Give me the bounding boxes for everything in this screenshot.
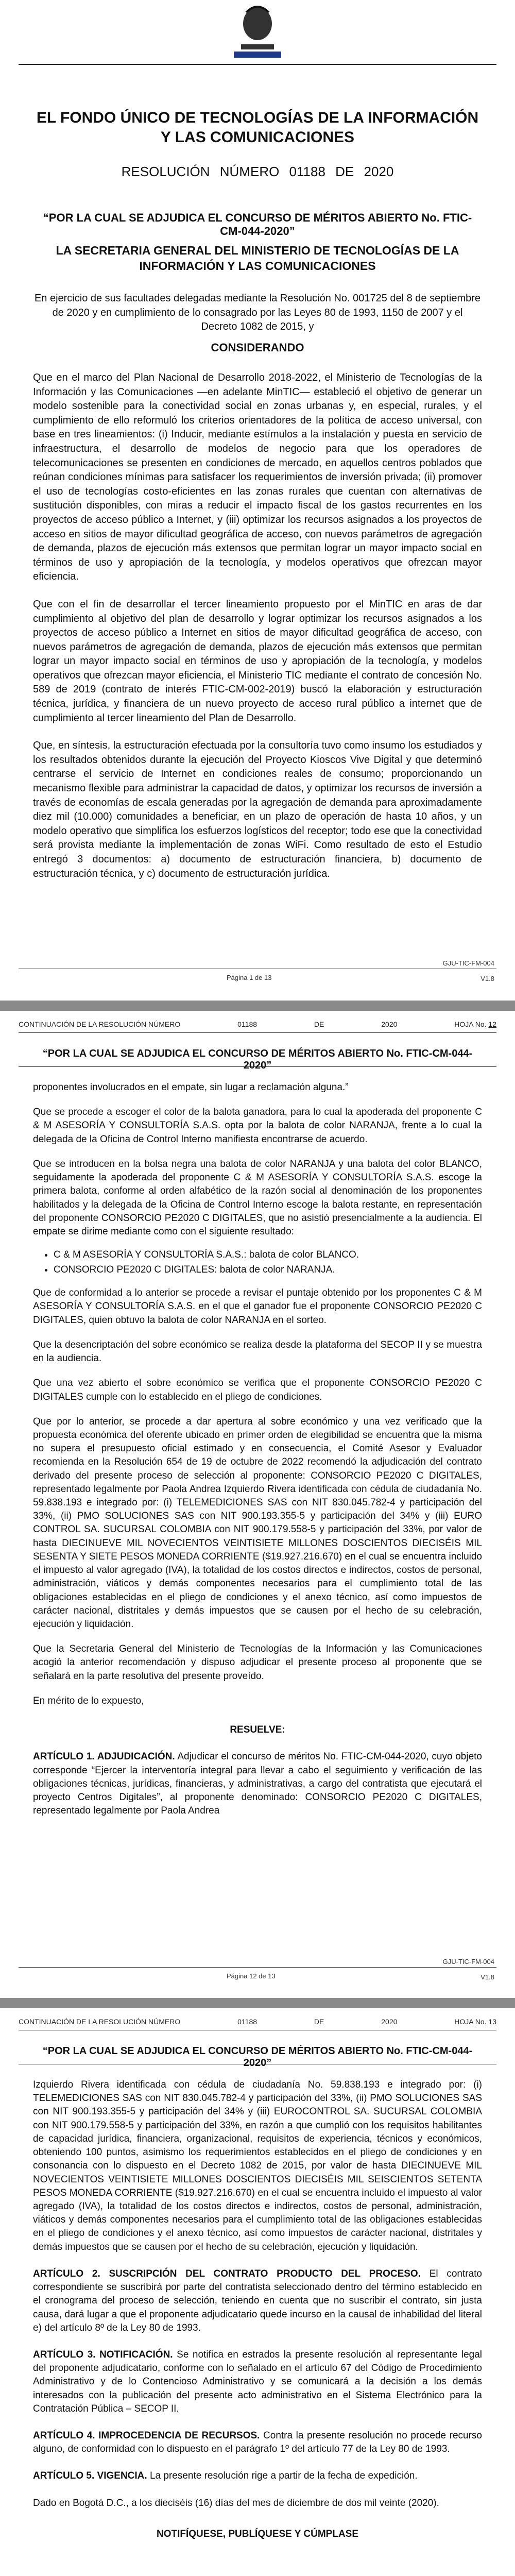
continuation-number: 01188 <box>237 2018 258 2026</box>
resolution-subject: “POR LA CUAL SE ADJUDICA EL CONCURSO DE MÉRITOS ABIERTO No. FTIC-CM-044-2020” <box>42 1048 473 1071</box>
continuation-number: 01188 <box>237 1020 258 1028</box>
document-page-2 <box>0 1011 515 1998</box>
form-version: V1.8 <box>480 1973 494 1981</box>
continuation-label: CONTINUACIÓN DE LA RESOLUCIÓN NÚMERO <box>19 2018 181 2026</box>
resolution-subject: “POR LA CUAL SE ADJUDICA EL CONCURSO DE MÉRITOS ABIERTO No. FTIC-CM-044-2020” <box>42 2045 473 2069</box>
continuation-de: DE <box>314 2018 324 2026</box>
resuelve-heading: RESUELVE: <box>230 1724 285 1736</box>
resolution-subject: “POR LA CUAL SE ADJUDICA EL CONCURSO DE MÉRITOS ABIERTO No. FTIC-CM-044-2020” <box>43 211 472 238</box>
paragraph: En mérito de lo expuesto, <box>33 1695 144 1706</box>
article-title: ARTÍCULO 3. NOTIFICACIÓN. <box>33 2349 173 2360</box>
considerando-heading: CONSIDERANDO <box>211 341 304 354</box>
article-body: El contrato correspondiente se suscribirá por parte del contratista seleccionado dentro del término establecido en el cronograma del proceso de selección, teniendo en cuenta que no suscribir el contrato, sin justa causa, dará lugar a que el proponente adjudicatario quede incurso en la causal de inhabilidad del literal e) del artículo 8º de la Ley 80 de 1993. <box>33 2268 482 2333</box>
hoja-label: HOJA No. <box>454 2018 487 2026</box>
page-label: Página 12 de 13 <box>227 1972 276 1980</box>
paragraph: Que se introducen en la bolsa negra una balota de color NARANJA y una balota del color BLANCO, seguidamente la apoderada del proponente C & M ASESORÍA Y CONSULTORÍA S.A.S. escoge la primera balota, conforme al orden alfabético de la razón social al denominación de los proponentes habilitados y la delegada de la Oficina de Control Interno escoge la balota restante, en representación del proponente CONSORCIO PE2020 C DIGITALES, que no asistió presencialmente a la audiencia. El empate se dirime mediante como con el siguiente resultado: <box>33 1158 482 1237</box>
notification-heading: NOTIFÍQUESE, PUBLÍQUESE Y CÚMPLASE <box>156 2528 359 2539</box>
issuing-authority: LA SECRETARIA GENERAL DEL MINISTERIO DE TECNOLOGÍAS DE LA INFORMACIÓN Y LAS COMUNICACIONES <box>56 244 459 273</box>
continuation-label: CONTINUACIÓN DE LA RESOLUCIÓN NÚMERO <box>19 1020 181 1028</box>
article-title: ARTÍCULO 4. IMPROCEDENCIA DE RECURSOS. <box>33 2430 260 2442</box>
hoja-number: 13 <box>488 2018 496 2026</box>
considerando-paragraph-2: Que con el fin de desarrollar el tercer lineamiento propuesto por el MinTIC en aras de dar cumplimiento al objetivo del plan de desarrollo y lograr optimizar los recursos asignados a los proyectos de acceso público a Internet en sitios de mayor dificultad geográfica de acceso, con nuevos parámetros de agregación de demanda, plazos de ejecución más extensos que permitan lograr un mayor impacto social en términos de uso y apropiación de la tecnología, y modelos operativos que ofrezcan mayor eficiencia, el Ministerio TIC mediante el contrato de concesión No. 589 de 2019 (contrato de interés FTIC-CM-002-2019) buscó la elaboración y estructuración técnica, jurídica, y financiera de un nuevo proyecto de acceso rural público a internet que de cumplimiento al tercer lineamiento del Plan de Desarrollo. <box>33 598 482 724</box>
hoja-number: 12 <box>488 1020 496 1028</box>
paragraph: Que por lo anterior, se procede a dar apertura al sobre económico y una vez verificado que la propuesta económica del oferente ubicado en primer orden de elegibilidad se encuentra que la misma no supera el presupuesto oficial estimado y en consecuencia, el Comité Asesor y Evaluador recomienda en la Resolución 654 de 19 de octubre de 2022 recomendó la adjudicación del contrato derivado del presente proceso de selección al proponente: CONSORCIO PE2020 C DIGITALES, representado legalmente por Paola Andrea Izquierdo Rivera identificada con cédula de ciudadanía No. 59.838.193 e integrado por: (i) TELEMEDICIONES SAS con NIT 830.045.782-4 y participación del 33%, (ii) PMO SOLUCIONES SAS con NIT 900.193.355-5 y participación del 34% y (iii) EURO CONTROL SA. SUCURSAL COLOMBIA con NIT 900.179.558-5 y participación del 33%, por valor de hasta DIECINUEVE MIL NOVECIENTOS VEINTISIETE MILLONES DOSCIENTOS DIECISÉIS MIL SESENTA Y SIETE PESOS MONEDA CORRIENTE ($19.927.216.670) en el cual se encuentra incluido el impuesto al valor agregado (IVA), la totalidad de los costos directos e indirectos, costos de personal, administración, viáticos y demás componentes necesarios para el cumplimiento total de las obligaciones establecidas en el pliego de condiciones y el anexo técnico, así como impuestos de carácter nacional, distritales y demás impuestos que se causen por el hecho de su celebración, ejecución y liquidación. <box>33 1416 482 1630</box>
header-rule <box>19 1032 496 1033</box>
list-item: • CONSORCIO PE2020 C DIGITALES: balota de color NARANJA. <box>54 1263 482 1278</box>
list-item: • C & M ASESORÍA Y CONSULTORÍA S.A.S.: balota de color BLANCO. <box>54 1248 482 1263</box>
form-code: GJU-TIC-FM-004 <box>442 959 494 967</box>
continuation-header <box>19 1020 496 1028</box>
ballot-list <box>54 1248 482 1277</box>
article-1-title: ARTÍCULO 1. ADJUDICACIÓN. <box>33 1751 175 1762</box>
considerando-paragraph-1: Que en el marco del Plan Nacional de Desarrollo 2018-2022, el Ministerio de Tecnologías de la Información y las Comunicaciones —en adelante MinTIC— estableció el objetivo de generar un modelo sostenible para la conectividad social en zonas urbanas y, en especial, rurales, y el cumplimiento de ello reformuló los criterios orientadores de la política de acceso universal, con base en tres lineamientos: (i) Inducir, mediante estímulos a la instalación y puesta en servicio de infraestructura, el desarrollo de modelos de negocio para que los operadores de telecomunicaciones se presenten en condiciones de mercado, en aquellos centros poblados que reúnan condiciones mínimas para satisfacer los requerimientos de inversión privada; (ii) promover el uso de tecnologías costo-eficientes en las zonas rurales que cuentan con alternativas de sustitución disponibles, con miras a reducir el impacto fiscal de los gastos recurrentes en los proyectos de acceso público a Internet, y (iii) optimizar los recursos asignados a los proyectos de acceso en sitios de mayor dificultad geográfica de acceso, con nuevos parámetros de agregación de demanda, plazos de ejecución más extensos que permitan lograr un mayor impacto social en términos de uso y apropiación de la tecnología, y modelos operativos que ofrezcan mayor eficiencia. <box>33 372 482 583</box>
continuation-year: 2020 <box>381 2018 398 2026</box>
document-title: EL FONDO ÚNICO DE TECNOLOGÍAS DE LA INFORMACIÓN Y LAS COMUNICACIONES <box>36 109 479 146</box>
paragraph: Que una vez abierto el sobre económico se verifica que el proponente CONSORCIO PE2020 C DIGITALES cumple con lo establecido en el pliego de condiciones. <box>33 1378 482 1402</box>
article-body: Se notifica en estrados la presente resolución al representante legal del proponente adjudicatario, conforme con lo señalado en el artículo 67 del Código de Procedimiento Administrativo y de lo Contencioso Administrativo y se comunicará a la decisión a los demás interesados con la publicación del presente acto administrativo en el Sistema Electrónico para la Contratación Pública – SECOP II. <box>33 2349 482 2414</box>
paragraph: Izquierdo Rivera identificada con cédula de ciudadanía No. 59.838.193 e integrado por: (i) TELEMEDICIONES SAS con NIT 830.045.782-4 y participación del 33%, (ii) PMO SOLUCIONES SAS con NIT 900.193.355-5 y participación del 34% y (iii) EUROCONTROL SA. SUCURSAL COLOMBIA con NIT 900.179.558-5 y participación del 33%, en razón a que cumplió con los requisitos habilitantes de capacidad jurídica, financiera, organizacional, requisitos de experiencia, técnicos y económicos, obteniendo 100 puntos, asimismo los requerimientos establecidos en el pliego de condiciones y en consonancia con lo dispuesto en el Decreto 1082 de 2015, por valor de hasta DIECINUEVE MIL NOVECIENTOS VEINTISIETE MILLONES DOSCIENTOS DIECISÉIS MIL SEISCIENTOS SETENTA PESOS MONEDA CORRIENTE ($19.927.216.670) en el cual se encuentra incluido el impuesto al valor agregado (IVA), la totalidad de los costos directos e indirectos, costos de personal, administración, viáticos y demás componentes necesarios para el cumplimiento total de las obligaciones establecidas en el pliego de condiciones y el anexo técnico, así como impuestos de carácter nacional, distritales y demás impuestos que se causen por el hecho de su celebración, ejecución y liquidación. <box>33 2079 482 2252</box>
document-page-3 <box>0 2008 515 2576</box>
article-1-body: Adjudicar el concurso de méritos No. FTIC-CM-044-2020, cuyo objeto corresponde “Ejercer la interventoría integral para llevar a cabo el seguimiento y verificación de las obligaciones técnicas, jurídicas, financieras, y administrativas, a cargo del contratista que ejecutará el proyecto Centros Digitales”, al proponente denominado: CONSORCIO PE2020 C DIGITALES, representado legalmente por Paola Andrea <box>33 1751 483 1817</box>
page-label: Página 1 de 13 <box>227 974 272 981</box>
continuation-year: 2020 <box>381 1020 398 1028</box>
document-page-1 <box>0 0 515 1001</box>
continuation-header <box>19 2018 496 2026</box>
paragraph: Que la desencriptación del sobre económico se realiza desde la plataforma del SECOP II y se muestra en la audiencia. <box>33 1339 482 1364</box>
header-rule <box>19 64 496 65</box>
continuation-de: DE <box>314 1020 324 1028</box>
paragraph: proponentes involucrados en el empate, sin lugar a reclamación alguna.” <box>33 1082 349 1093</box>
article-body: La presente resolución rige a partir de la fecha de expedición. <box>149 2470 418 2482</box>
paragraph: Que se procede a escoger el color de la balota ganadora, para lo cual la apoderada del proponente C & M ASESORÍA Y CONSULTORÍA S.A.S. opta por la balota de color NARANJA, frente a lo cual la delegada de la Oficina de Control Interno manifiesta encontrarse de acuerdo. <box>33 1107 482 1145</box>
coat-of-arms-logo <box>226 2 289 60</box>
subject-rule <box>19 1066 496 1067</box>
date-of-issue: Dado en Bogotá D.C., a los dieciséis (16) días del mes de diciembre de dos mil veinte (2020). <box>33 2497 439 2509</box>
paragraph: Que de conformidad a lo anterior se procede a revisar el puntaje obtenido por los proponentes C & M ASESORÍA Y CONSULTORÍA S.A.S. en el que el ganador fue el proponente CONSORCIO PE2020 C DIGITALES, quien obtuvo la balota de color NARANJA en el sorteo. <box>33 1287 482 1326</box>
hoja-label: HOJA No. <box>454 1020 487 1028</box>
preamble: En ejercicio de sus facultades delegadas mediante la Resolución No. 001725 del 8 de septiembre de 2020 y en cumplimiento de lo consagrado por las Leyes 80 de 1993, 1150 de 2007 y el Decreto 1082 de 2015, y <box>34 293 481 333</box>
article-title: ARTÍCULO 5. VIGENCIA. <box>33 2470 147 2482</box>
article-title: ARTÍCULO 2. SUSCRIPCIÓN DEL CONTRATO PRODUCTO DEL PROCESO. <box>33 2268 421 2279</box>
form-version: V1.8 <box>480 975 494 982</box>
form-code: GJU-TIC-FM-004 <box>442 1958 494 1965</box>
paragraph: Que la Secretaria General del Ministerio de Tecnologías de la Información y las Comunicaciones acogió la anterior recomendación y dispuso adjudicar el presente proceso al proponente que se señalará en la parte resolutiva del presente proveído. <box>33 1643 482 1682</box>
footer-rule <box>19 1967 496 1968</box>
considerando-paragraph-3: Que, en síntesis, la estructuración efectuada por la consultoría tuvo como insumo los estudiados y los resultados obtenidos durante la ejecución del Proyecto Kioscos Vive Digital y que determinó centrarse el servicio de Internet en condiciones reales de consumo; proporcionando un mecanismo flexible para administrar la capacidad de datos, y optimizar los recursos de inversión a través de economías de escala generadas por la agregación de demanda para aproximadamente diez mil (10.000) comunidades a beneficiar, en un plazo de operación de hasta 10 años, y un modelo operativo que simplifica los esfuerzos logísticos del receptor; todo ese que la conectividad será provista mediante la implementación de zonas WiFi. Como resultado de esto el Estudio entregó 3 documentos: a) documento de estructuración financiera, b) documento de estructuración técnica, y c) documento de estructuración jurídica. <box>33 740 482 879</box>
article-body: Contra la presente resolución no procede recurso alguno, de conformidad con lo dispuesto en el parágrafo 1º del artículo 77 de la Ley 80 de 1993. <box>33 2430 483 2455</box>
resolution-number: RESOLUCIÓN NÚMERO 01188 DE 2020 <box>121 164 394 179</box>
